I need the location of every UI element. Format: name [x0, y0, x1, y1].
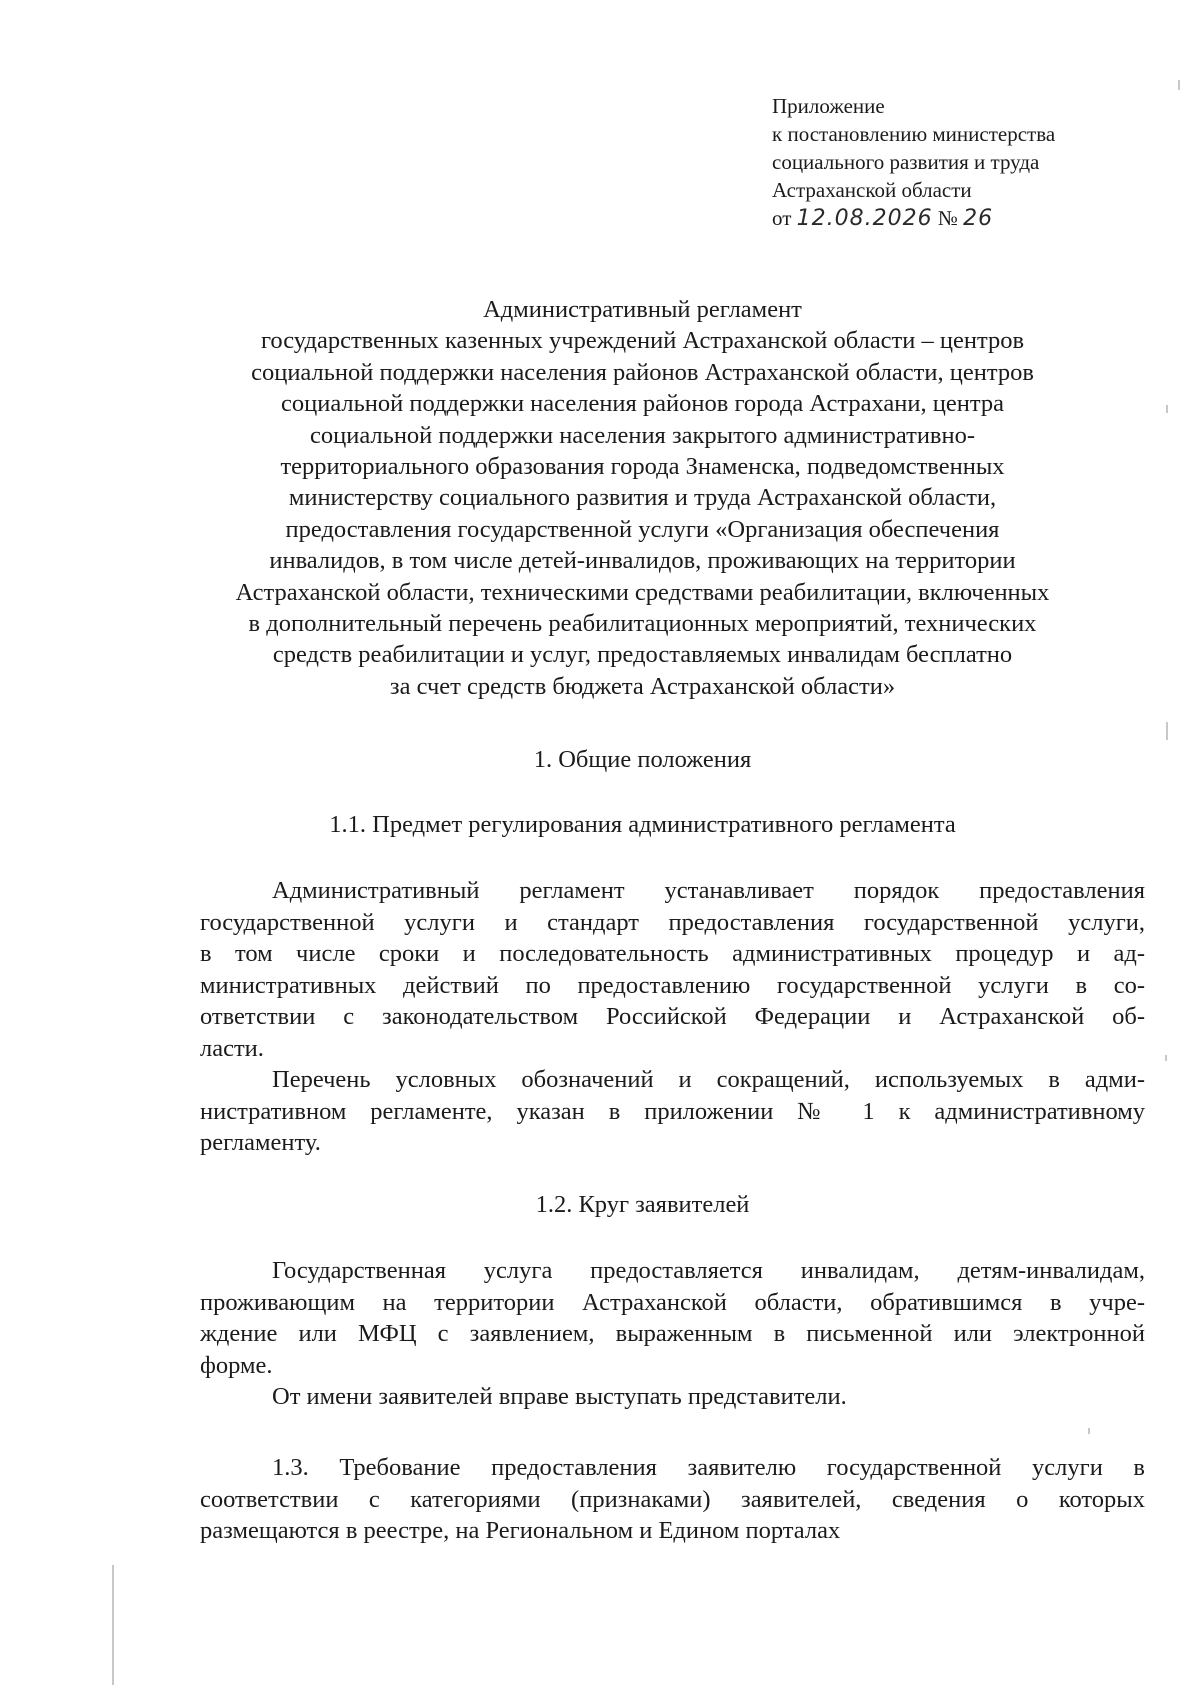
appendix-line: социального развития и труда [772, 150, 1040, 174]
appendix-date-line [772, 204, 1055, 233]
appendix-line: Приложение [772, 94, 885, 118]
paragraph-line: форме. [200, 1351, 273, 1379]
handwritten-date: 12.08.2026 [796, 206, 933, 231]
date-prefix: от [772, 206, 792, 230]
title-line: за счет средств бюджета Астраханской области» [389, 672, 896, 700]
paragraph-line: министративных действий по предоставлению государственной услуги в со- [200, 971, 1145, 999]
handwritten-number: 26 [963, 206, 994, 231]
paragraph-line: Перечень условных обозначений и сокращений, используемых в адми- [272, 1066, 1145, 1093]
scan-artifact [112, 1565, 114, 1685]
paragraph-line: От имени заявителей вправе выступать представители. [272, 1383, 847, 1410]
title-line: в дополнительный перечень реабилитационных мероприятий, технических [248, 610, 1037, 638]
paragraph-line: ласти. [200, 1034, 264, 1062]
appendix-line: Астраханской области [772, 178, 972, 202]
paragraph-line: государственной услуги и стандарт предоставления государственной услуги, [200, 908, 1145, 936]
paragraph-line: размещаются в реестре, на Региональном и Едином порталах [200, 1517, 841, 1544]
paragraph-line: регламенту. [200, 1129, 321, 1156]
scan-artifact [1166, 405, 1168, 413]
paragraph [200, 875, 1145, 1064]
number-sign: № [937, 206, 958, 230]
paragraph [200, 1381, 1145, 1413]
paragraph-line: нистративном регламенте, указан в приложении № 1 к административному [200, 1097, 1145, 1125]
title-line: социальной поддержки населения районов города Астрахани, центра [280, 390, 1005, 418]
scan-artifact [1166, 722, 1168, 740]
title-line: территориального образования города Знаменска, подведомственных [280, 453, 1005, 481]
subsection-heading: 1.2. Круг заявителей [535, 1191, 750, 1218]
title-line: инвалидов, в том числе детей-инвалидов, проживающих на территории [269, 547, 1016, 575]
subsection-heading: 1.1. Предмет регулирования административного регламента [329, 811, 956, 838]
section-heading: 1. Общие положения [533, 746, 752, 773]
paragraph [200, 1452, 1145, 1547]
paragraph-line: 1.3. Требование предоставления заявителю государственной услуги в [272, 1454, 1145, 1481]
paragraph-line: ответствии с законодательством Российской Федерации и Астраханской об- [200, 1003, 1145, 1030]
paragraph-line: ждение или МФЦ с заявлением, выраженным в письменной или электронной [200, 1320, 1145, 1347]
paragraph [200, 1064, 1145, 1159]
title-line: министерству социального развития и труда Астраханской области, [288, 484, 997, 512]
title-line: предоставления государственной услуги «Организация обеспечения [285, 515, 1000, 543]
title-line: Астраханской области, техническими средствами реабилитации, включенных [235, 578, 1050, 606]
paragraph [200, 1255, 1145, 1381]
title-line: государственных казенных учреждений Астраханской области – центров [260, 327, 1025, 355]
paragraph-line: Административный регламент устанавливает порядок предоставления [272, 877, 1145, 904]
paragraph-line: соответствии с категориями (признаками) заявителей, сведения о которых [200, 1485, 1145, 1513]
title-line: Административный регламент [483, 296, 802, 323]
title-line: средств реабилитации и услуг, предоставляемых инвалидам бесплатно [272, 641, 1013, 669]
scan-artifact [1088, 1428, 1090, 1434]
appendix-block [772, 92, 1055, 233]
scan-artifact [1165, 1055, 1167, 1061]
title-line: социальной поддержки населения закрытого административно- [309, 421, 976, 449]
title-line: социальной поддержки населения районов Астраханской области, центров [251, 358, 1034, 386]
appendix-line: к постановлению министерства [772, 122, 1056, 146]
document-title [150, 294, 1135, 702]
paragraph-line: проживающим на территории Астраханской области, обратившимся в учре- [200, 1288, 1145, 1316]
paragraph-line: в том числе сроки и последовательность административных процедур и ад- [200, 940, 1145, 967]
paragraph-line: Государственная услуга предоставляется инвалидам, детям-инвалидам, [272, 1257, 1145, 1284]
scan-artifact [1178, 80, 1180, 90]
